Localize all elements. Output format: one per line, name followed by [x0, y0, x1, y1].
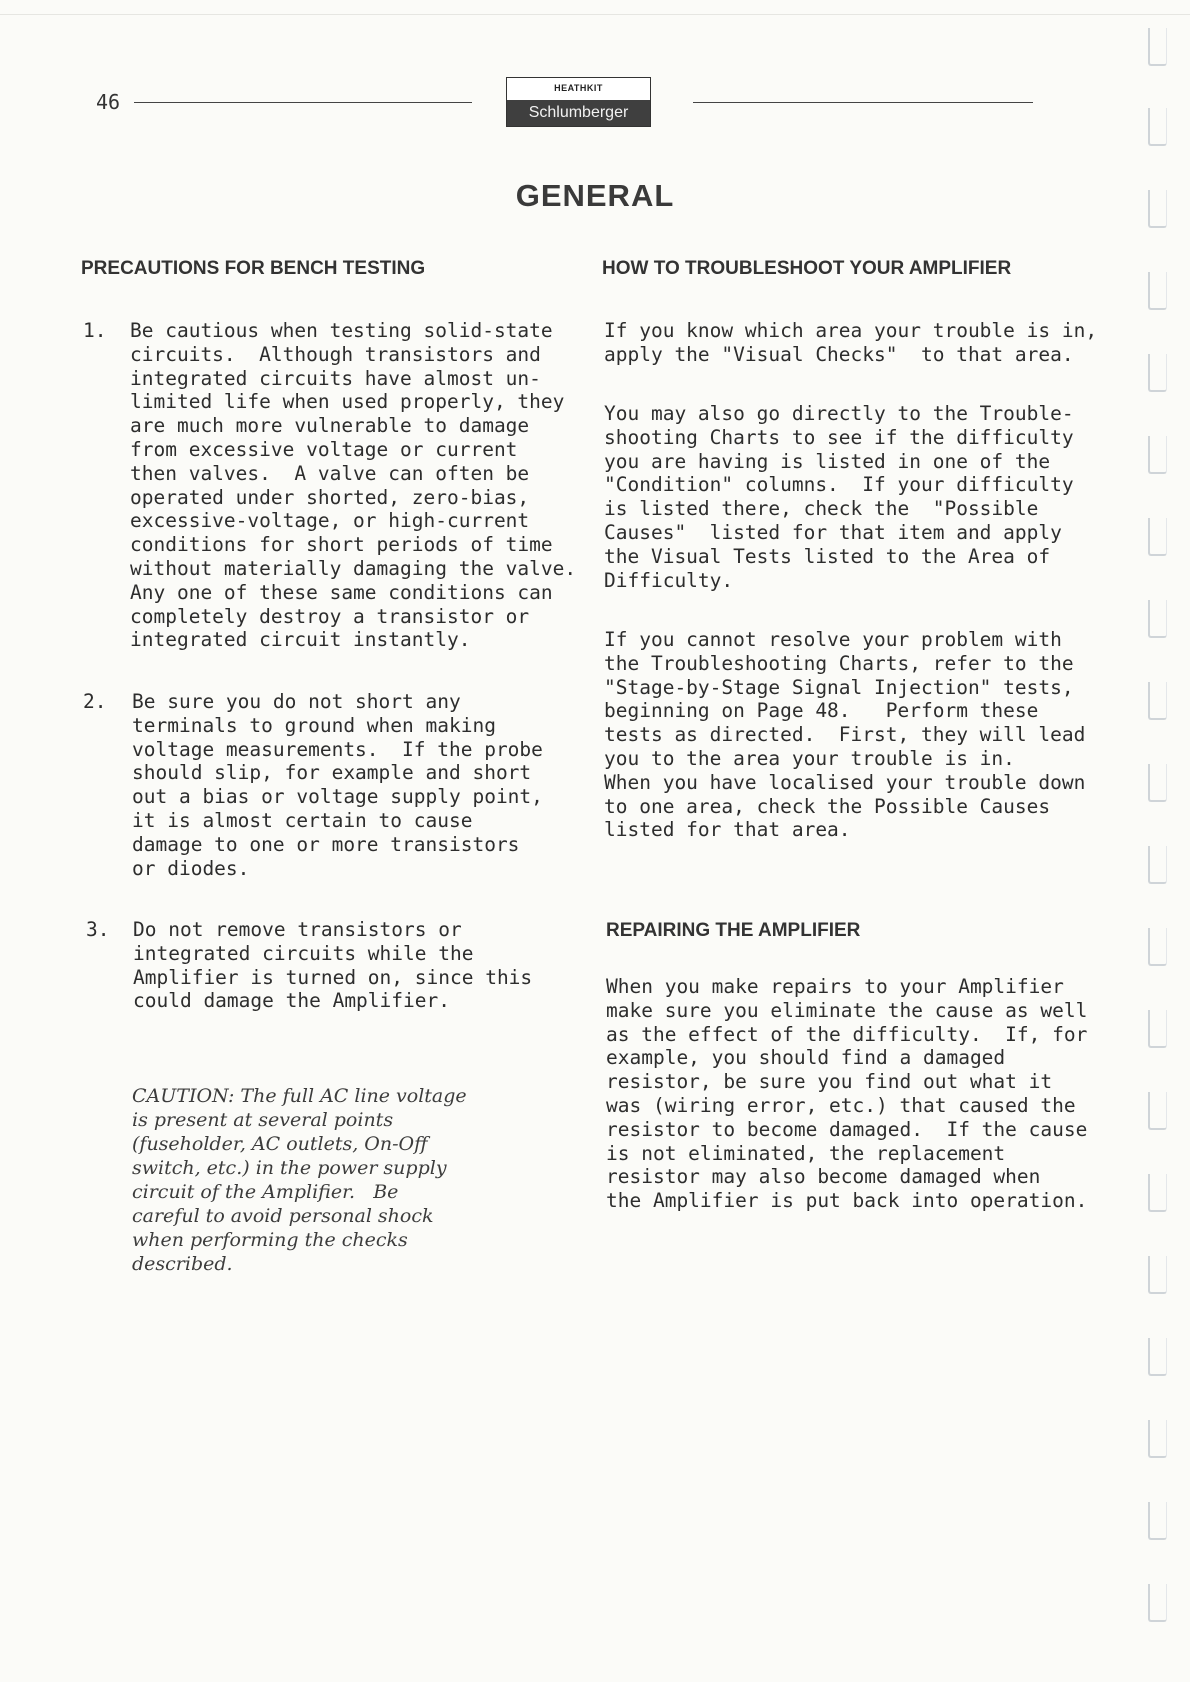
precaution-item-1: Be cautious when testing solid-state circuits. Although transistors and integrated circuits have almost un- limited life when used properly, they are much more vulnerable to damage from excessive voltage or current then valves. A valve can often be operated under shorted, zero-bias, excessive-voltage, or high-current conditions for short periods of time without materially damaging the valve. Any one of these same conditions can completely destroy a transistor or integrated circuit instantly.: [130, 319, 577, 652]
item-number-2: 2.: [83, 690, 107, 713]
repairing-paragraph: When you make repairs to your Amplifier make sure you eliminate the cause as well as the effect of the difficulty. If, for example, you should find a damaged resistor, be sure you find out what it was (wiring error, etc.) that caused the resistor to become damaged. If the cause is not eliminated, the replacement resistor may also become damaged when the Amplifier is put back into operation.: [606, 975, 1088, 1213]
index-tabs: [1148, 28, 1178, 1682]
brand-logo-bottom: Schlumberger: [507, 100, 650, 126]
caution-note: CAUTION: The full AC line voltage is present at several points (fuseholder, AC outlets, On-Off switch, etc.) in the power supply circuit of the Amplifier. Be careful to avoid personal shock when performing the checks described.: [132, 1085, 467, 1275]
index-tab: [1148, 1010, 1167, 1048]
precaution-item-2: Be sure you do not short any terminals to ground when making voltage measurements. If the probe should slip, for example and short out a bias or voltage supply point, it is almost certain to cause damage to one or more transistors or diodes.: [132, 690, 543, 880]
index-tab: [1148, 928, 1167, 966]
index-tab: [1148, 1092, 1167, 1130]
index-tab: [1148, 190, 1167, 228]
index-tab: [1148, 518, 1167, 556]
index-tab: [1148, 1420, 1167, 1458]
index-tab: [1148, 1502, 1167, 1540]
index-tab: [1148, 600, 1167, 638]
header-rule-left: [134, 102, 472, 103]
index-tab: [1148, 436, 1167, 474]
index-tab: [1148, 354, 1167, 392]
page-edge: [0, 14, 1190, 15]
troubleshoot-paragraph-3: If you cannot resolve your problem with the Troubleshooting Charts, refer to the "Stage-by-Stage Signal Injection" tests, beginning on Page 48. Perform these tests as directed. First, they will lead you to the area your trouble is in. When you have localised your trouble down to one area, check the Possible Causes listed for that area.: [604, 628, 1086, 842]
page-title: GENERAL: [515, 178, 675, 213]
precautions-heading: PRECAUTIONS FOR BENCH TESTING: [81, 258, 426, 279]
index-tab: [1148, 764, 1167, 802]
troubleshoot-paragraph-2: You may also go directly to the Trouble- shooting Charts to see if the difficulty you are having is listed in one of the "Condition" columns. If your difficulty is listed there, check the "Possible Causes" listed for that item and apply the Visual Tests listed to the Area of Difficulty.: [604, 402, 1074, 592]
index-tab: [1148, 28, 1167, 66]
index-tab: [1148, 1338, 1167, 1376]
item-number-1: 1.: [83, 319, 107, 342]
index-tab: [1148, 682, 1167, 720]
index-tab: [1148, 108, 1167, 146]
repairing-heading: REPAIRING THE AMPLIFIER: [606, 920, 861, 941]
troubleshoot-heading: HOW TO TROUBLESHOOT YOUR AMPLIFIER: [602, 258, 1012, 279]
item-number-3: 3.: [86, 918, 110, 941]
index-tab: [1148, 272, 1167, 310]
index-tab: [1148, 1584, 1167, 1622]
index-tab: [1148, 1174, 1167, 1212]
page-number: 46: [96, 90, 121, 114]
precaution-item-3: Do not remove transistors or integrated circuits while the Amplifier is turned on, since this could damage the Amplifier.: [133, 918, 533, 1013]
header-rule-right: [693, 102, 1033, 103]
index-tab: [1148, 1256, 1167, 1294]
brand-logo-top: HEATHKIT: [554, 83, 603, 93]
brand-logo: [506, 77, 651, 127]
index-tab: [1148, 846, 1167, 884]
troubleshoot-paragraph-1: If you know which area your trouble is in, apply the "Visual Checks" to that area.: [604, 319, 1098, 366]
